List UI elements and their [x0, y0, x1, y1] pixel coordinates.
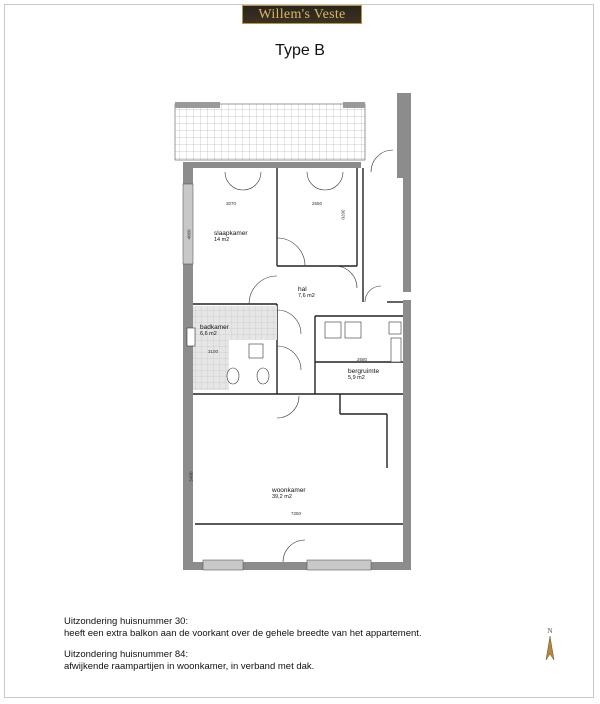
dim-slaapkamer-depth: 4060 — [186, 229, 192, 240]
dim-bergruimte-width: 2680 — [357, 357, 368, 362]
exception2-title: Uitzondering huisnummer 84: — [64, 649, 189, 660]
north-arrow-icon — [542, 624, 558, 664]
dim-woonkamer-width: 7250 — [291, 511, 302, 516]
room-label-hal: hal 7,6 m2 — [298, 286, 315, 299]
dim-second-room-width: 2650 — [312, 201, 323, 206]
exception-notes — [64, 616, 422, 673]
dim-second-room-depth: 3070 — [340, 209, 346, 220]
room-label-woonkamer: woonkamer 39,2 m2 — [272, 487, 306, 500]
room-label-badkamer: badkamer 6,6 m2 — [200, 324, 229, 337]
dim-woonkamer-depth: 5400 — [188, 471, 194, 482]
brand-logo: Willem's Veste — [242, 5, 362, 24]
room-label-bergruimte: bergruimte 5,9 m2 — [348, 368, 380, 381]
dim-badkamer-width: 3100 — [208, 349, 219, 354]
page-title: Type B — [275, 42, 325, 59]
exception1-title: Uitzondering huisnummer 30: — [64, 616, 189, 627]
room-label-slaapkamer: slaapkamer 14 m2 — [214, 230, 248, 243]
exception1-text: heeft een extra balkon aan de voorkant over de gehele breedte van het appartement. — [64, 628, 422, 639]
compass-label: N — [547, 627, 553, 635]
dim-slaapkamer-width: 3070 — [226, 201, 237, 206]
exception2-text: afwijkende raampartijen in woonkamer, in verband met dak. — [64, 661, 315, 672]
bathroom-tiles-lower — [193, 340, 229, 390]
